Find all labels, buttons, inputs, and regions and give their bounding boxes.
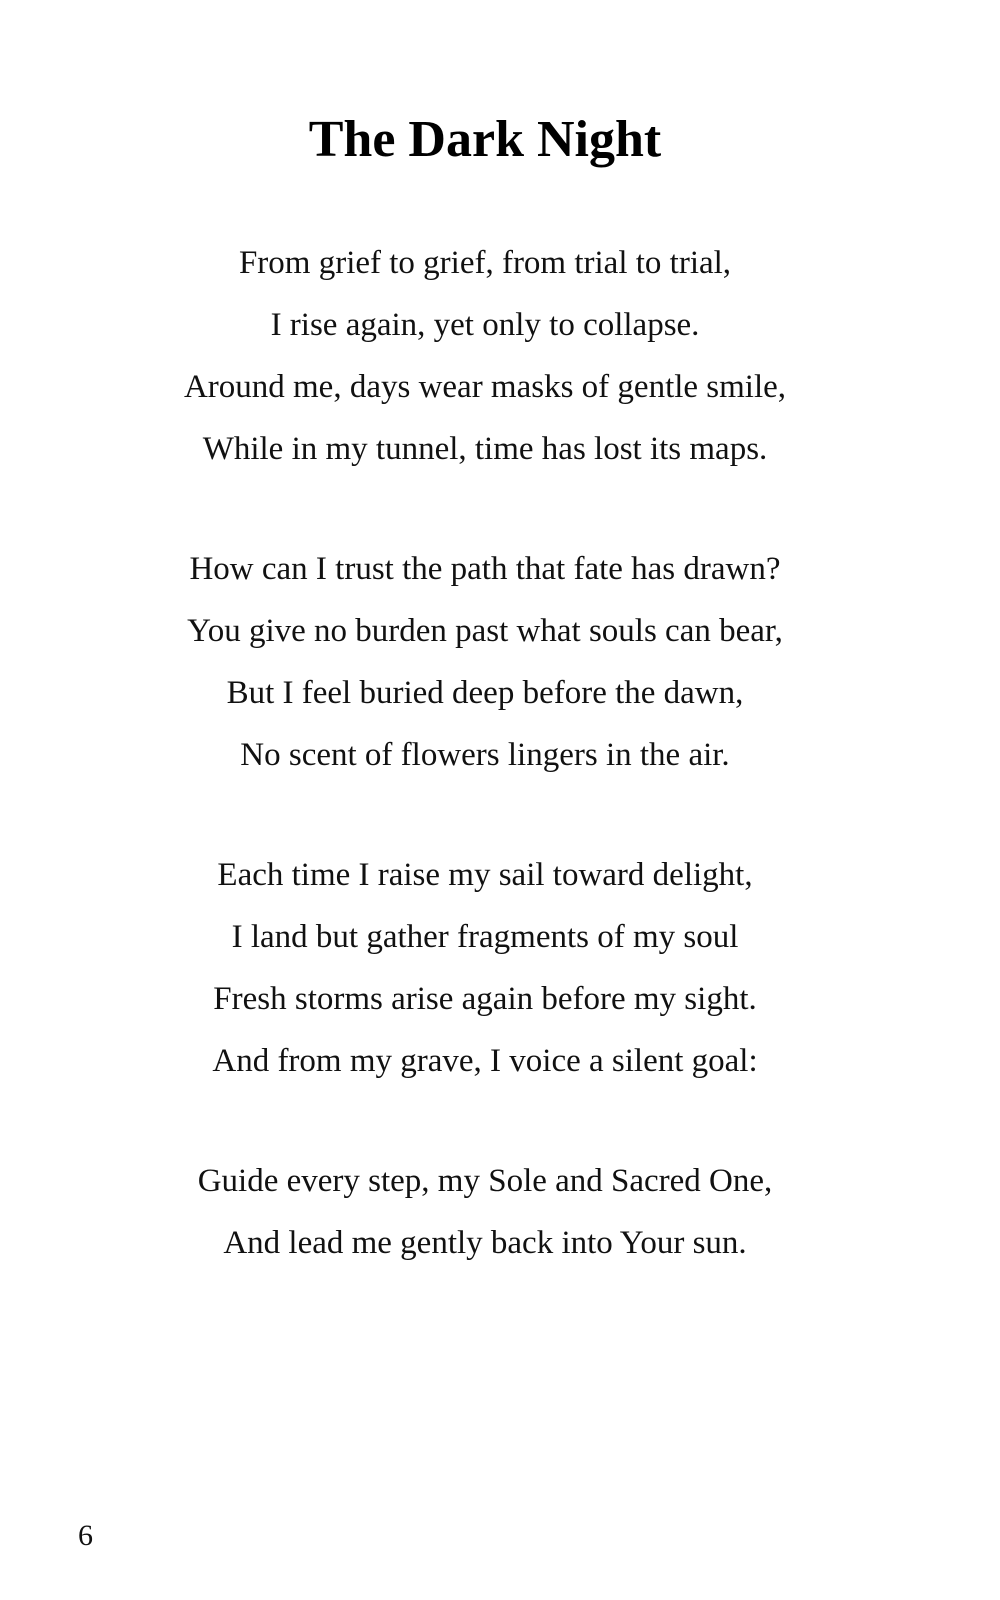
poem-line: No scent of flowers lingers in the air. <box>240 737 730 773</box>
poem-body <box>0 232 970 1332</box>
poem-line: How can I trust the path that fate has drawn? <box>189 551 781 587</box>
poem-line: I rise again, yet only to collapse. <box>270 307 700 343</box>
stanza-4 <box>0 1150 970 1274</box>
poem-line: And from my grave, I voice a silent goal: <box>212 1043 758 1079</box>
poem-title: The Dark Night <box>308 111 662 168</box>
poem-line: But I feel buried deep before the dawn, <box>226 675 744 711</box>
poem-line: From grief to grief, from trial to trial, <box>238 245 732 281</box>
poem-line: Fresh storms arise again before my sight. <box>213 981 757 1017</box>
stanza-2 <box>0 538 970 786</box>
poem-line: And lead me gently back into Your sun. <box>223 1225 747 1261</box>
poem-line: I land but gather fragments of my soul <box>231 919 739 955</box>
poem-line: Around me, days wear masks of gentle smile, <box>183 369 787 405</box>
poem-line: While in my tunnel, time has lost its maps. <box>202 431 768 467</box>
poem-line: You give no burden past what souls can bear, <box>187 613 783 649</box>
poem-line: Each time I raise my sail toward delight, <box>217 857 753 893</box>
poem-line: Guide every step, my Sole and Sacred One, <box>197 1163 773 1199</box>
stanza-3 <box>0 844 970 1092</box>
page-number: 6 <box>78 1519 93 1552</box>
stanza-1 <box>0 232 970 480</box>
